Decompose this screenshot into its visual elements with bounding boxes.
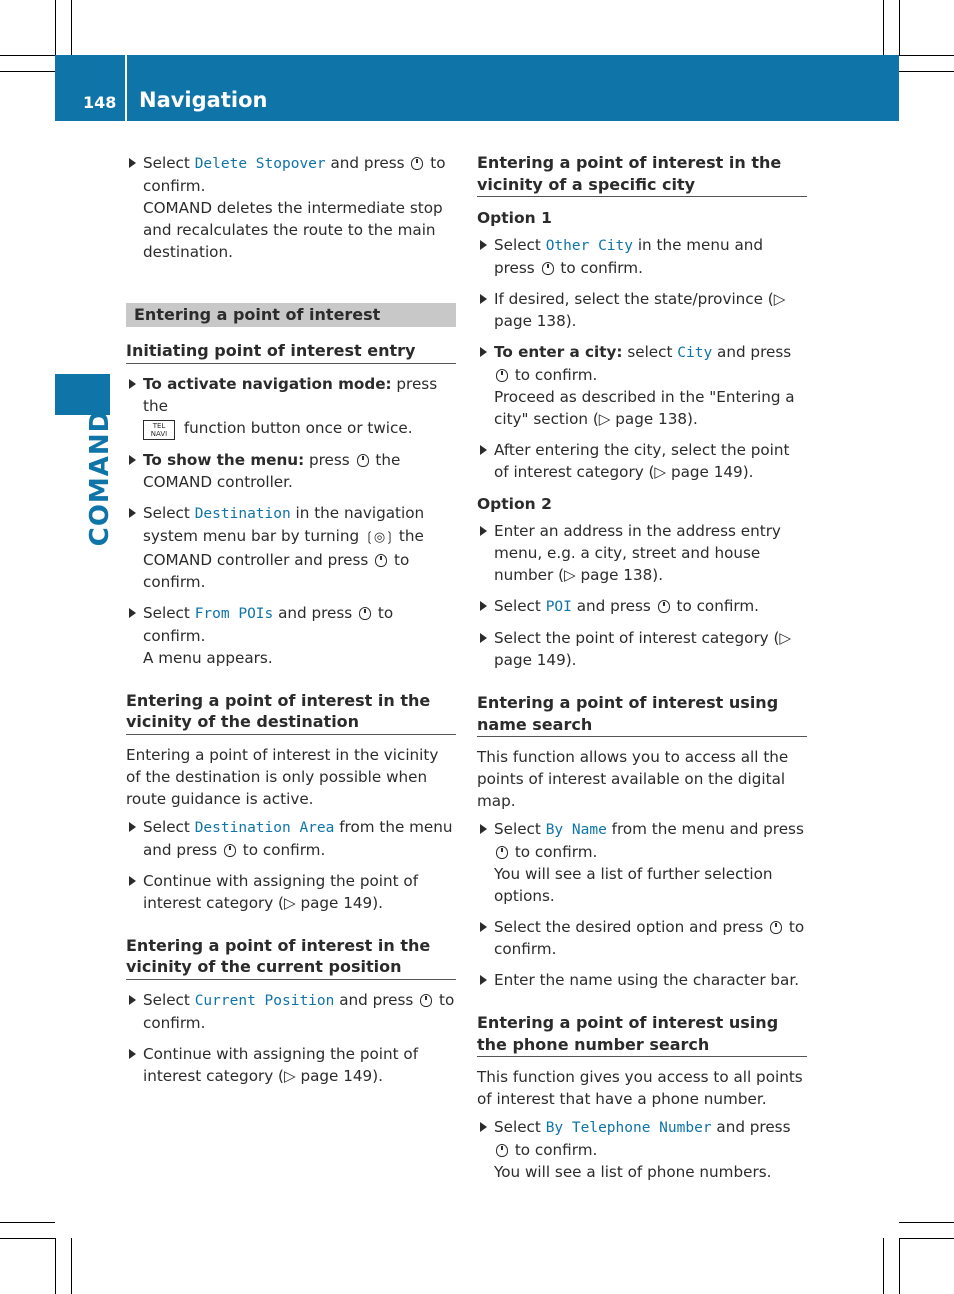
heading-vicinity-city: Entering a point of interest in the vicinity of a specific city (477, 152, 807, 197)
press-controller-icon (770, 921, 782, 934)
press-controller-icon (375, 554, 387, 567)
step-label: To activate navigation mode: (143, 374, 392, 393)
step-text: and press (273, 603, 358, 622)
step-text: to confirm. (510, 843, 598, 861)
left-column (126, 152, 456, 1096)
paragraph-phone-search: This function gives you access to all points of interest that have a phone number. (477, 1068, 803, 1108)
rotate-controller-icon: ❲◎❳ (363, 529, 395, 545)
step-select-poi (477, 595, 807, 618)
menu-item-from-pois: From POIs (194, 605, 274, 622)
press-controller-icon (411, 157, 423, 170)
step-text: to confirm. (510, 1141, 598, 1159)
step-text: Select (494, 820, 546, 838)
crop-mark (899, 1222, 954, 1223)
menu-item-delete-stopover: Delete Stopover (194, 156, 326, 172)
crop-mark (55, 0, 56, 55)
step-text: to confirm. (143, 154, 446, 195)
step-text: Enter an address in the address entry menu, e.g. a city, street and house number (▷ page 138). (494, 522, 781, 584)
press-controller-icon (359, 607, 371, 620)
step-select-by-name (477, 818, 807, 907)
step-text: If desired, select the state/province (▷ page 138). (494, 290, 786, 330)
step-enter-name (477, 969, 807, 991)
step-text: and press (334, 990, 419, 1009)
crop-mark (55, 1238, 56, 1294)
step-label: To enter a city: (494, 343, 623, 361)
crop-mark (0, 1222, 55, 1223)
step-result: You will see a list of phone numbers. (494, 1163, 772, 1181)
step-select-destination-area (126, 816, 456, 861)
crop-mark (0, 1238, 55, 1239)
heading-vicinity-destination: Entering a point of interest in the vicinity of the destination (126, 690, 456, 735)
page-header (55, 55, 899, 121)
step-text: select (622, 343, 678, 361)
step-text: and press (325, 154, 410, 172)
crop-mark (899, 0, 900, 55)
step-show-menu (126, 449, 456, 493)
step-assign-category (126, 870, 456, 914)
step-text: Continue with assigning the point of interest category (▷ page 149). (143, 1044, 419, 1085)
step-text: from the menu and press (606, 820, 804, 838)
tel-navi-button-icon (143, 420, 175, 440)
step-select-destination (126, 502, 456, 593)
step-result: You will see a list of further selection options. (494, 865, 773, 905)
step-result: A menu appears. (143, 648, 273, 667)
heading-initiating-poi: Initiating point of interest entry (126, 340, 456, 364)
step-text: to confirm. (510, 366, 598, 384)
step-text: the COMAND controller. (143, 450, 401, 491)
step-enter-city (477, 341, 807, 430)
step-text: press the (143, 374, 438, 415)
step-text: to confirm. (671, 597, 760, 615)
step-text: Enter the name using the character bar. (494, 971, 800, 989)
step-delete-stopover (126, 152, 456, 263)
step-text: Select (143, 603, 195, 622)
step-text: to confirm. (237, 840, 326, 859)
icon-label: NAVI (150, 429, 168, 438)
step-text: function button once or twice. (179, 418, 413, 437)
step-select-from-pois (126, 602, 456, 669)
step-activate-navigation (126, 373, 456, 440)
crop-mark (899, 55, 954, 56)
crop-mark (0, 55, 55, 56)
step-result: COMAND deletes the intermediate stop and recalculates the route to the main destination. (143, 199, 443, 261)
option-2-label: Option 2 (477, 495, 552, 513)
step-select-current-position (126, 989, 456, 1034)
step-text: Select (494, 236, 546, 254)
menu-item-by-telephone-number: By Telephone Number (545, 1120, 712, 1136)
press-controller-icon (496, 369, 508, 382)
heading-name-search: Entering a point of interest using name search (477, 692, 807, 737)
crop-mark (0, 71, 55, 72)
step-select-category (477, 439, 807, 483)
step-select-other-city (477, 234, 807, 279)
section-title: Navigation (139, 88, 268, 112)
step-enter-address (477, 520, 807, 586)
menu-item-destination: Destination (194, 505, 291, 522)
crop-mark (883, 1238, 884, 1294)
step-text: to confirm. (143, 603, 394, 645)
step-select-state (477, 288, 807, 332)
step-text: and press (712, 343, 792, 361)
heading-entering-poi: Entering a point of interest (126, 303, 456, 327)
step-text: Continue with assigning the point of interest category (▷ page 149). (143, 871, 419, 912)
press-controller-icon (224, 844, 236, 857)
menu-item-other-city: Other City (545, 238, 633, 254)
press-controller-icon (496, 846, 508, 859)
step-text: to confirm. (143, 990, 455, 1032)
step-text: to confirm. (143, 550, 410, 591)
heading-vicinity-current-position: Entering a point of interest in the vicinity of the current position (126, 935, 456, 980)
menu-item-by-name: By Name (545, 822, 607, 838)
crop-mark (883, 0, 884, 55)
step-text: press (304, 450, 355, 469)
step-text: Select (143, 503, 195, 522)
press-controller-icon (420, 994, 432, 1007)
step-text: and press (711, 1118, 791, 1136)
heading-phone-search: Entering a point of interest using the phone number search (477, 1012, 807, 1057)
step-text: Select the point of interest category (▷ page 149). (494, 629, 792, 669)
press-controller-icon (658, 600, 670, 613)
step-text: in the menu and press (494, 236, 764, 277)
crop-mark (71, 0, 72, 55)
step-text: Select (143, 817, 195, 836)
step-text: Select (143, 990, 195, 1009)
step-text: After entering the city, select the point of interest category (▷ page 149). (494, 441, 790, 481)
option-1-label: Option 1 (477, 209, 552, 227)
step-result: Proceed as described in the "Entering a city" section (▷ page 138). (494, 388, 795, 428)
menu-item-poi: POI (545, 599, 572, 615)
press-controller-icon (357, 454, 369, 467)
side-tab-label: COMAND (85, 409, 115, 547)
step-text: Select (143, 154, 195, 172)
menu-item-city: City (677, 345, 713, 361)
step-text: Select the desired option and press (494, 918, 769, 936)
step-select-by-telephone (477, 1116, 807, 1183)
step-select-option (477, 916, 807, 960)
paragraph-name-search: This function allows you to access all the points of interest available on the digital map. (477, 748, 789, 810)
menu-item-current-position: Current Position (194, 992, 335, 1009)
crop-mark (899, 1238, 954, 1239)
step-select-category (477, 627, 807, 671)
press-controller-icon (496, 1144, 508, 1157)
step-label: To show the menu: (143, 450, 305, 469)
step-text: Select (494, 597, 546, 615)
crop-mark (899, 1238, 900, 1294)
paragraph-vicinity-destination: Entering a point of interest in the vicinity of the destination is only possible when route guidance is active. (126, 745, 439, 808)
crop-mark (899, 71, 954, 72)
crop-mark (71, 1238, 72, 1294)
press-controller-icon (542, 262, 554, 275)
step-text: Select (494, 1118, 546, 1136)
right-column (477, 152, 807, 1192)
page-number: 148 (83, 93, 117, 112)
step-text: and press (571, 597, 656, 615)
icon-label: TEL (152, 421, 166, 430)
step-text: the COMAND controller and press (143, 526, 424, 569)
menu-item-destination-area: Destination Area (194, 819, 335, 836)
step-text: to confirm. (555, 259, 643, 277)
step-assign-category (126, 1043, 456, 1087)
step-text: from the menu and press (143, 817, 453, 859)
step-text: to confirm. (494, 918, 805, 958)
header-divider (125, 55, 127, 121)
step-text: in the navigation system menu bar by turning (143, 503, 425, 545)
